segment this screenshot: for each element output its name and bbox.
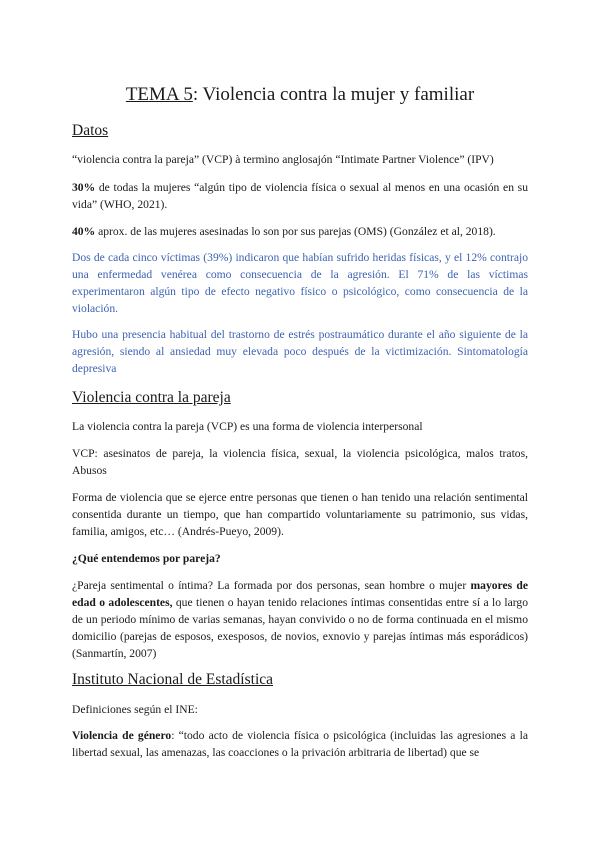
paragraph-text: que tienen o hayan tenido relaciones íntimas consentidas entre sí a lo largo de un periodo mínimo de varias semanas, hayan convivido o no de forma continuada en el mismo domicilio (parejas de esposos, exesposos, de novios, exnovio y parejas íntimas más esporádicos) (Sanmartín, 2007) bbox=[72, 596, 528, 660]
title-text: : Violencia contra la mujer y familiar bbox=[192, 84, 475, 105]
paragraph-vcp-definition: Forma de violencia que se ejerce entre personas que tienen o han tenido una relación sentimental consentida durante un tiempo, que han compartido voluntariamente su patrimonio, sus vidas, familia, amigos, etc… (Andrés-Pueyo, 2009). bbox=[72, 491, 528, 538]
paragraph-30-percent bbox=[72, 179, 528, 213]
subheading-pareja: ¿Qué entendemos por pareja? bbox=[72, 552, 221, 565]
heading-ine: Instituto Nacional de Estadística bbox=[72, 671, 274, 688]
paragraph-text: ¿Pareja sentimental o íntima? La formada por dos personas, sean hombre o mujer bbox=[72, 579, 471, 592]
heading-datos: Datos bbox=[72, 122, 109, 139]
paragraph-vcp-term: “violencia contra la pareja” (VCP) à termino anglosajón “Intimate Partner Violence” (IPV) bbox=[72, 153, 494, 166]
paragraph-ptsd: Hubo una presencia habitual del trastorno de estrés postraumático durante el año siguiente de la agresión, siendo al ansiedad muy elevada poco después de la victimización. Sintomatología depresiva bbox=[72, 328, 528, 375]
paragraph-vcp-types: VCP: asesinatos de pareja, la violencia física, sexual, la violencia psicológica, malos tratos, Abusos bbox=[72, 447, 528, 477]
paragraph-ine-definitions: Definiciones según el INE: bbox=[72, 703, 198, 716]
paragraph-text: : “todo acto de violencia física o psicológica (incluidas las agresiones a la libertad sexual, las amenazas, las coacciones o la privación arbitraria de libertad) que se bbox=[72, 729, 528, 759]
stat-30: 30% bbox=[72, 181, 96, 194]
paragraph-text: de todas la mujeres “algún tipo de violencia física o sexual al menos en una ocasión en su vida” (WHO, 2021). bbox=[72, 181, 528, 211]
title-topic-number: TEMA 5 bbox=[125, 84, 193, 105]
heading-violencia-pareja: Violencia contra la pareja bbox=[72, 389, 231, 406]
paragraph-text: aprox. de las mujeres asesinadas lo son por sus parejas (OMS) (González et al, 2018). bbox=[95, 225, 496, 238]
term-violencia-genero: Violencia de género bbox=[72, 729, 172, 742]
paragraph-vcp-interpersonal: La violencia contra la pareja (VCP) es una forma de violencia interpersonal bbox=[72, 420, 423, 433]
stat-40: 40% bbox=[72, 225, 96, 238]
paragraph-pareja-definition bbox=[72, 577, 528, 662]
paragraph-40-percent bbox=[72, 223, 528, 240]
paragraph-victims-injuries: Dos de cada cinco víctimas (39%) indicaron que habían sufrido heridas físicas, y el 12% contrajo una enfermedad venérea como consecuencia de la agresión. El 71% de las víctimas experimentaron algún tipo de efecto negativo físico o psicológico, como consecuencia de la violación. bbox=[72, 251, 528, 315]
emphasis-mayores-edad: mayores de edad o adolescentes, bbox=[72, 579, 528, 609]
page-title bbox=[0, 84, 600, 106]
paragraph-violencia-genero bbox=[72, 727, 528, 761]
